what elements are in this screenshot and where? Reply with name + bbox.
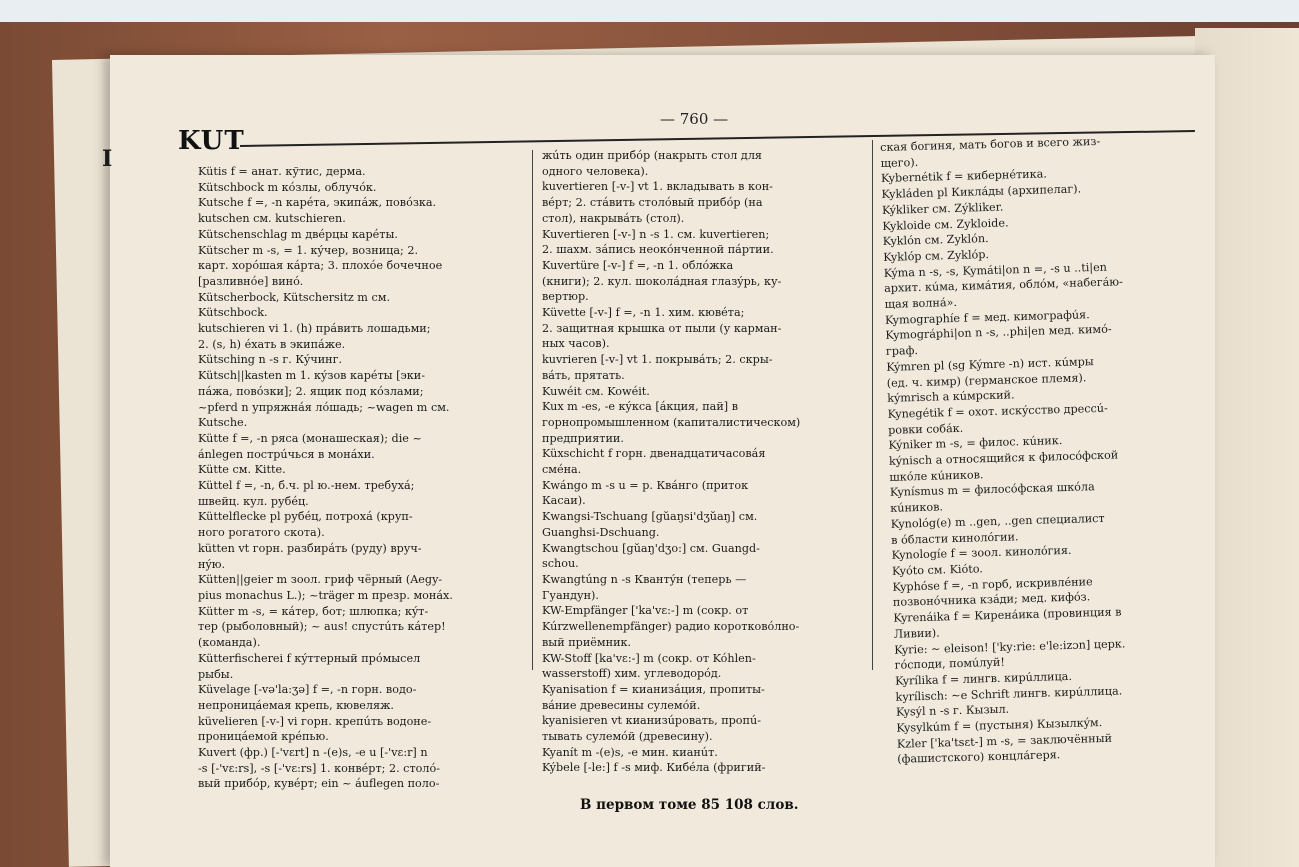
text-line: Kuwéit см. Kowéit. bbox=[542, 384, 650, 398]
text-line: тывать сулемóй (древесину). bbox=[542, 730, 713, 744]
text-line: 2. (s, h) éхать в экипáже. bbox=[198, 337, 346, 351]
text-line: Guanghsi-Dschuang. bbox=[542, 525, 660, 539]
text-line: schou. bbox=[542, 557, 579, 571]
text-line: Kwangtúng n -s Квантýн (теперь — bbox=[542, 572, 747, 586]
text-line: карт. хорóшая кáрта; 3. плохóе бочечное bbox=[198, 259, 443, 273]
text-line: щая волнá». bbox=[884, 295, 958, 311]
text-line: проницáемой крéпью. bbox=[198, 730, 329, 744]
text-line: (команда). bbox=[198, 636, 261, 650]
text-line: горнопромышленном (капиталистическом) bbox=[542, 415, 801, 429]
text-line: вый приёмник. bbox=[542, 635, 632, 649]
text-line: Küttel f =, -n, б.ч. pl ю.-нем. требухá; bbox=[198, 479, 415, 493]
text-line: Kýma n -s, -s, Kymáti|on n =, -s u ..ti|en bbox=[883, 260, 1108, 280]
text-line: Kütschenschlag m двéрцы карéты. bbox=[198, 227, 398, 241]
text-line: Kyrie: ~ eleison! ['ky:rie: e'le:izɔn] церк. bbox=[894, 636, 1126, 657]
text-line: kuvertieren [-v-] vt 1. вкладывать в кон- bbox=[542, 180, 773, 194]
column-divider bbox=[872, 140, 873, 670]
text-line: -s [-'vɛ:rs], -s [-'vɛ:rs] 1. конвéрт; 2. столó- bbox=[198, 761, 440, 775]
margin-letter: I bbox=[102, 146, 113, 172]
text-line: Kütsching n -s г. Кýчинг. bbox=[198, 353, 343, 367]
text-line: (фашистского) концлáгеря. bbox=[897, 748, 1061, 767]
text-line: Kymographíe f = мед. кимографúя. bbox=[884, 307, 1090, 327]
text-line: Kyklóp см. Zyklóp. bbox=[883, 247, 990, 264]
text-line: щего). bbox=[880, 155, 919, 170]
text-line: Küvette [-v-] f =, -n 1. хим. кювéта; bbox=[542, 306, 745, 320]
text-line: kyrílisch: ~e Schrift лингв. кирúллица. bbox=[895, 684, 1123, 704]
text-line: Kyanisation f = кианизáция, пропиты- bbox=[542, 682, 765, 696]
text-line: Kuvertüre [-v-] f =, -n 1. облóжка bbox=[542, 258, 734, 272]
text-line: Kyklón см. Zyklón. bbox=[882, 232, 989, 249]
text-line: Kybernétik f = кибернéтика. bbox=[880, 167, 1048, 186]
text-line: kuvrieren [-v-] vt 1. покрывáть; 2. скры- bbox=[542, 353, 773, 367]
text-line: Kwangsi-Tschuang [gŭaŋsi'dʒŭaŋ] см. bbox=[542, 510, 758, 524]
text-line: Ливии). bbox=[893, 626, 940, 641]
column-2 bbox=[542, 148, 864, 776]
text-line: позвонóчника кзáди; мед. кифóз. bbox=[892, 590, 1091, 610]
column-1 bbox=[198, 164, 524, 792]
text-line: Kütter m -s, = кáтер, бот; шлюпка; кýт- bbox=[198, 604, 429, 618]
text-line: Kuvert (фр.) [-'vɛrt] n -(e)s, -e u [-'vɛ:r] n bbox=[198, 746, 428, 760]
text-line: Kütschbock. bbox=[198, 306, 268, 320]
text-line: Kyanít m -(e)s, -e мин. кианúт. bbox=[542, 745, 718, 759]
text-line: Kütte см. Kitte. bbox=[198, 463, 286, 477]
text-line: KW-Empfänger ['ka'vɛ:-] m (сокр. от bbox=[542, 604, 749, 618]
text-line: швейц. кул. рубéц. bbox=[198, 494, 309, 508]
text-line: kutschen см. kutschieren. bbox=[198, 212, 346, 226]
text-line: kýmrisch a кúмрский. bbox=[887, 388, 1015, 406]
text-line: Kutsche f =, -n карéта, экипáж, повóзка. bbox=[198, 196, 437, 210]
text-line: kyanisieren vt кианизúровать, пропú- bbox=[542, 714, 761, 728]
text-line: ного рогатого скота). bbox=[198, 526, 325, 540]
text-line: Kuvertieren [-v-] n -s 1. см. kuvertieren; bbox=[542, 227, 770, 241]
text-line: Kütis f = анат. кўтис, дерма. bbox=[198, 165, 366, 178]
page-number: — 760 — bbox=[660, 110, 729, 128]
footer-note: В первом томе 85 108 слов. bbox=[580, 797, 799, 813]
text-line: Kynológ(e) m ..gen, ..gen специалист bbox=[890, 511, 1105, 531]
text-line: kütten vt горн. разбирáть (руду) вруч- bbox=[198, 541, 422, 555]
text-line: Kýkliker см. Zýkliker. bbox=[881, 200, 1004, 217]
text-line: küvelieren [-v-] vi горн. крепúть водоне- bbox=[198, 714, 432, 728]
text-line: Kýbele [-le:] f -s миф. Кибéла (фригий- bbox=[542, 761, 766, 775]
text-line: wasserstoff) хим. углеводорóд. bbox=[542, 667, 722, 681]
text-line: 2. шахм. зáпись неокóнченной пáртии. bbox=[542, 243, 774, 257]
text-line: ровки собáк. bbox=[887, 421, 964, 437]
text-line: Kyrenáika f = Киренáика (провинция в bbox=[893, 605, 1122, 625]
text-line: в óбласти кинолóгии. bbox=[890, 529, 1019, 547]
text-line: Касаи). bbox=[542, 494, 586, 508]
text-line: Küvelage [-və'la:ʒə] f =, -n горн. водо- bbox=[198, 683, 417, 697]
text-line: стол), накрывáть (стол). bbox=[542, 211, 685, 225]
text-line: вáть, прятать. bbox=[542, 368, 625, 382]
text-line: Kwángo m -s u = р. Квáнго (приток bbox=[542, 478, 749, 492]
text-line: тер (рыболовный); ~ aus! спустúть кáтер! bbox=[198, 620, 446, 634]
text-line: Kütscherbock, Kütschersitz m см. bbox=[198, 290, 390, 304]
text-line: ская богиня, мать богов и всего жиз- bbox=[880, 134, 1101, 154]
text-line: Kütscher m -s, = 1. кýчер, возница; 2. bbox=[198, 243, 419, 257]
text-line: рыбы. bbox=[198, 667, 234, 681]
text-line: архит. кúма, кимáтия, облóм, «набегáю- bbox=[883, 275, 1123, 296]
text-line: Kütsch||kasten m 1. кýзов карéты [эки- bbox=[198, 369, 425, 383]
text-line: смéна. bbox=[542, 463, 582, 477]
text-line: [разливнóе] винó. bbox=[198, 274, 304, 288]
text-line: нýю. bbox=[198, 557, 226, 571]
text-line: ánlegen пострúчься в монáхи. bbox=[198, 447, 375, 461]
text-line: 2. защитная крышка от пыли (у карман- bbox=[542, 321, 782, 335]
text-line: вый прибóр, кувéрт; ein ~ áuflegen поло- bbox=[198, 777, 440, 791]
text-line: Kynísmus m = филосóфская шкóла bbox=[889, 480, 1095, 500]
column-3 bbox=[880, 130, 1245, 768]
text-line: Kúrzwellenempfänger) радио коротковóлно- bbox=[542, 620, 800, 634]
text-line: жúть один прибóр (накрыть стол для bbox=[542, 149, 762, 162]
text-line: Kynologíe f = зоол. кинолóгия. bbox=[891, 544, 1072, 563]
text-line: предприятии. bbox=[542, 431, 624, 445]
text-line: гóсподи, помúлуй! bbox=[894, 655, 1006, 672]
text-line: Kymográphi|on n -s, ..phi|en мед. кимó- bbox=[885, 323, 1112, 343]
text-line: Kutsche. bbox=[198, 416, 248, 430]
text-line: (ед. ч. кимр) (германское племя). bbox=[886, 370, 1087, 390]
text-line: вéрт; 2. стáвить столóвый прибóр (на bbox=[542, 196, 763, 210]
text-line: Kýniker m -s, = филос. кúник. bbox=[888, 434, 1063, 453]
top-bar bbox=[0, 0, 1299, 22]
text-line: Kýmren pl (sg Kýmre -n) ист. кúмры bbox=[886, 354, 1094, 374]
text-line: Kynegétik f = охот. искýсство дрессú- bbox=[887, 401, 1108, 421]
text-line: ных часов). bbox=[542, 337, 610, 351]
text-line: Kyrílika f = лингв. кирúллица. bbox=[894, 669, 1073, 688]
text-line: (книги); 2. кул. шоколáдная глазýрь, ку- bbox=[542, 274, 782, 288]
text-line: шкóле кúников. bbox=[889, 468, 984, 484]
text-line: pius monachus L.); ~träger m презр. монáх. bbox=[198, 588, 453, 602]
text-line: Kykláden pl Киклáды (архипелаг). bbox=[881, 182, 1082, 202]
text-line: KW-Stoff [ka'vɛ:-] m (сокр. от Kóhlen- bbox=[542, 651, 756, 665]
text-line: Kütterfischerei f кýттерный прóмысел bbox=[198, 651, 421, 665]
text-line: Kysylkúm f = (пустыня) Кызылкýм. bbox=[896, 716, 1103, 735]
text-line: вáние древесины сулемóй. bbox=[542, 698, 701, 712]
header-word: KUT bbox=[178, 126, 245, 156]
text-line: одного человека). bbox=[542, 164, 649, 178]
text-line: Küttelflecke pl рубéц, потрохá (круп- bbox=[198, 510, 413, 524]
text-line: Kütschbock m кóзлы, облучóк. bbox=[198, 180, 377, 194]
text-line: граф. bbox=[885, 344, 919, 359]
text-line: Kütten||geier m зоол. гриф чёрный (Aegy- bbox=[198, 573, 443, 587]
text-line: Kyóto см. Kióto. bbox=[891, 562, 984, 578]
text-line: Kütte f =, -n ряса (монашеская); die ~ bbox=[198, 431, 422, 445]
text-line: Kzler ['ka'tsɛt-] m -s, = заключённый bbox=[896, 731, 1113, 751]
text-line: Kwangtschou [gŭaŋ'dʒo:] см. Guangd- bbox=[542, 541, 760, 555]
text-line: kýnisch a относящийся к филосóфской bbox=[888, 448, 1119, 468]
text-line: Küxschicht f горн. двенадцатичасовáя bbox=[542, 447, 766, 461]
text-line: Kysýl n -s г. Кызыл. bbox=[895, 702, 1010, 720]
text-line: пáжа, повóзки]; 2. ящик под кóзлами; bbox=[198, 384, 424, 398]
column-divider bbox=[532, 150, 533, 670]
text-line: Гуандун). bbox=[542, 588, 599, 602]
text-line: Kux m -es, -e кýкса [áкция, пай] в bbox=[542, 400, 739, 414]
text-line: ~pferd n упряжнáя лóшадь; ~wagen m см. bbox=[198, 400, 450, 414]
text-line: Kyphóse f =, -n горб, искривлéние bbox=[892, 574, 1093, 594]
text-line: Kykloide см. Zykloide. bbox=[882, 215, 1009, 233]
text-line: kutschieren vi 1. (h) прáвить лошадьми; bbox=[198, 322, 431, 336]
text-line: кúников. bbox=[890, 500, 944, 516]
text-line: вертюр. bbox=[542, 290, 589, 304]
text-line: непроницáемая крепь, кювеляж. bbox=[198, 698, 394, 712]
